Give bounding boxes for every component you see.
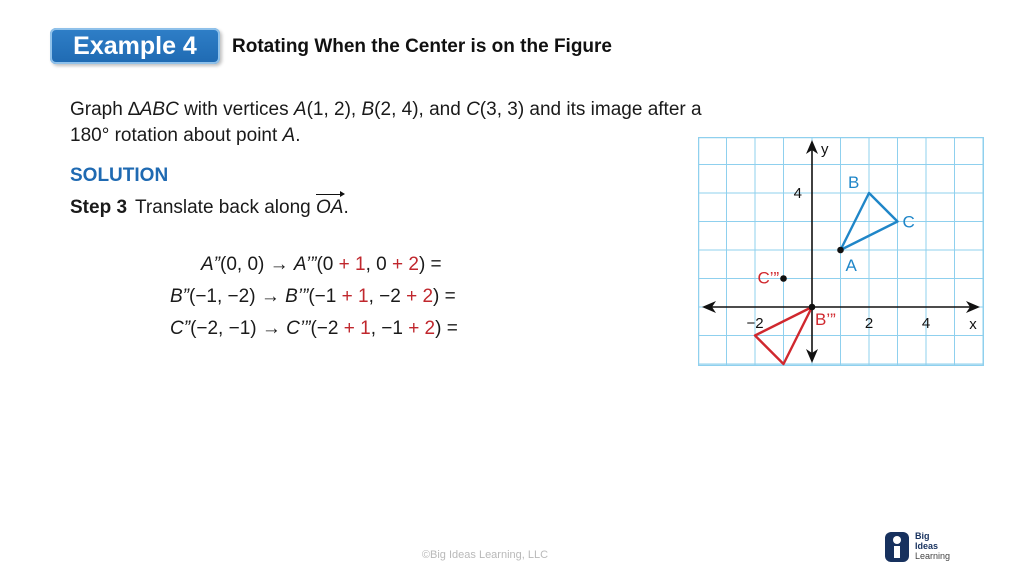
eq-text: (−2	[310, 318, 344, 339]
x-tick-label: 4	[921, 315, 931, 332]
step-line	[70, 197, 349, 219]
problem-text: (3, 3) and its image after a	[479, 99, 702, 120]
problem-text: A	[282, 125, 296, 146]
eq-point: A’”	[293, 254, 317, 275]
problem-text: A	[293, 99, 307, 120]
x-tick-label: −2	[746, 315, 764, 332]
step-label: Step 3	[70, 197, 128, 218]
eq-point: A”	[201, 254, 220, 275]
y-tick-label: 4	[793, 185, 802, 202]
eq-addend: + 2	[391, 254, 419, 275]
eq-text: , −1	[370, 318, 409, 339]
eq-point: B”	[170, 286, 189, 307]
eq-text: ) =	[435, 318, 458, 339]
equation-a	[201, 254, 442, 276]
problem-text: (1, 2),	[306, 99, 362, 120]
eq-point: C”	[170, 318, 191, 339]
eq-addend: + 2	[408, 318, 436, 339]
eq-addend: + 1	[343, 318, 371, 339]
problem-text: with vertices	[178, 99, 294, 120]
marked-point	[780, 275, 787, 282]
y-axis-label: y	[821, 141, 829, 158]
problem-text: ABC	[139, 99, 179, 120]
eq-text: (0	[316, 254, 339, 275]
label-b: B	[848, 173, 860, 192]
eq-text: , 0	[365, 254, 392, 275]
eq-text: (−2, −1) →	[190, 318, 287, 339]
marked-point	[837, 247, 844, 254]
eq-text: (−1, −2) →	[189, 286, 286, 307]
coordinate-graph	[698, 137, 984, 366]
eq-addend: + 2	[406, 286, 434, 307]
eq-text: (−1	[308, 286, 342, 307]
eq-addend: + 1	[338, 254, 366, 275]
eq-point: B’”	[285, 286, 309, 307]
x-tick-label: 2	[864, 315, 874, 332]
eq-addend: + 1	[341, 286, 369, 307]
problem-text: (2, 4), and	[374, 99, 467, 120]
label-c: C	[902, 212, 915, 232]
solution-heading: SOLUTION	[70, 165, 169, 186]
eq-text: ) =	[433, 286, 456, 307]
x-axis-label: x	[969, 316, 977, 333]
copyright-footer: ©Big Ideas Learning, LLC	[421, 549, 549, 561]
problem-text: .	[295, 125, 301, 146]
vector-oa: OA	[316, 197, 344, 218]
eq-point: C’”	[286, 318, 311, 339]
equation-b	[170, 286, 456, 308]
eq-text: ) =	[418, 254, 442, 275]
step-end: .	[343, 197, 349, 218]
problem-text: B	[361, 99, 375, 120]
problem-text: C	[466, 99, 480, 120]
problem-text: 180° rotation about point	[70, 125, 283, 146]
label-b-triple: B’”	[815, 310, 836, 329]
equation-c	[170, 318, 458, 340]
logo-wordmark: Big Ideas Learning	[915, 531, 951, 561]
example-badge: Example 4	[50, 28, 220, 64]
eq-text: (0, 0) →	[220, 254, 294, 275]
label-a: A	[845, 256, 857, 275]
big-ideas-logo	[885, 531, 965, 567]
page-title: Rotating When the Center is on the Figure	[232, 36, 612, 57]
step-text: Translate back along	[135, 197, 316, 218]
logo-mark-icon	[885, 532, 909, 562]
eq-text: , −2	[368, 286, 407, 307]
label-c-triple: C’”	[757, 268, 780, 288]
problem-text: Graph ∆	[70, 99, 140, 120]
